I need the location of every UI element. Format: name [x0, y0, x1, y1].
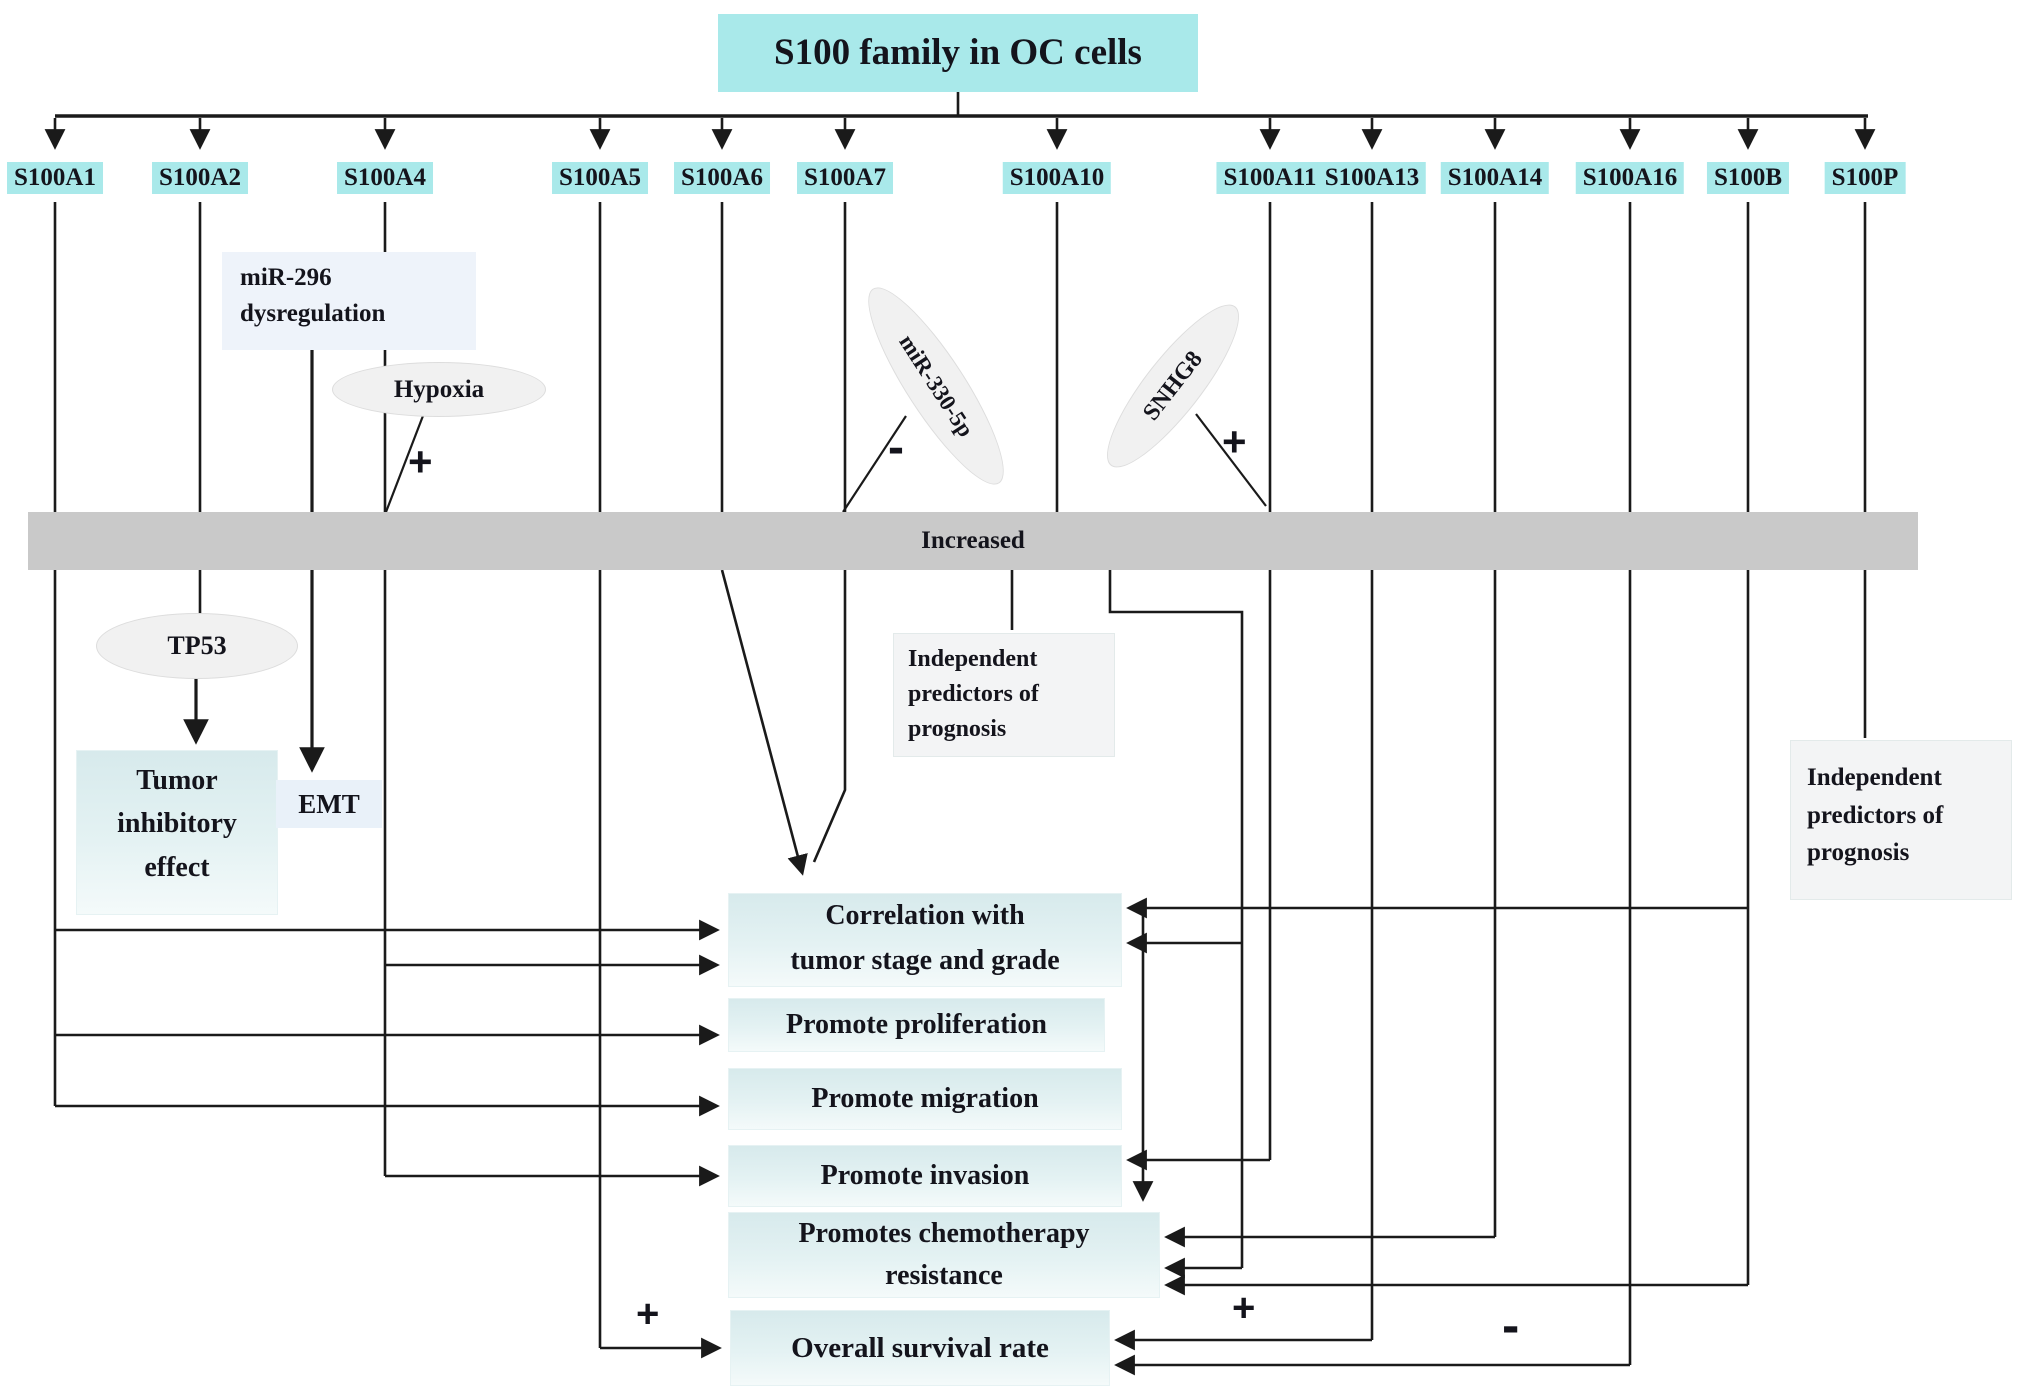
tumor-line2: inhibitory	[117, 808, 237, 840]
indep-mid-line2: predictors of	[908, 680, 1039, 707]
family-label-s100a1: S100A1	[7, 162, 103, 194]
family-label-s100a4: S100A4	[337, 162, 433, 194]
family-label-s100a11: S100A11	[1216, 162, 1323, 194]
family-label-s100p: S100P	[1825, 162, 1906, 194]
promote-migration-box: Promote migration	[728, 1068, 1122, 1130]
mir296-box	[222, 252, 476, 350]
promote-invasion-box: Promote invasion	[728, 1145, 1122, 1207]
hypoxia-ellipse: Hypoxia	[332, 362, 546, 417]
family-label-s100b: S100B	[1707, 162, 1789, 194]
tp53-ellipse: TP53	[96, 613, 298, 679]
family-label-s100a6: S100A6	[674, 162, 770, 194]
hypoxia-plus-sign: +	[408, 438, 433, 485]
family-label-s100a13: S100A13	[1318, 162, 1426, 194]
mir296-line1: miR-296	[240, 264, 332, 291]
independent-predictors-right-box	[1790, 740, 2012, 900]
indep-right-line1: Independent	[1807, 764, 1942, 791]
correlation-line1: Correlation with	[825, 900, 1025, 931]
indep-right-line3: prognosis	[1807, 839, 1910, 866]
tumor-line3: effect	[144, 851, 210, 883]
tumor-inhibitory-box	[76, 750, 278, 915]
chemo-line2: resistance	[885, 1260, 1003, 1291]
family-label-s100a7: S100A7	[797, 162, 893, 194]
family-label-s100a2: S100A2	[152, 162, 248, 194]
tumor-line1: Tumor	[136, 765, 218, 796]
mir296-line2: dysregulation	[240, 300, 386, 328]
snhg8-ellipse: SNHG8	[1089, 289, 1257, 483]
mir330-minus-sign: -	[888, 421, 904, 474]
diagram-title: S100 family in OC cells	[718, 14, 1198, 92]
correlation-box	[728, 893, 1122, 987]
snhg8-plus-sign: +	[1222, 418, 1247, 465]
increased-band: Increased	[28, 512, 1918, 570]
correlation-line2: tumor stage and grade	[790, 944, 1060, 976]
family-label-s100a5: S100A5	[552, 162, 648, 194]
survival-left-plus-sign: +	[636, 1292, 660, 1336]
indep-mid-line3: prognosis	[908, 715, 1007, 742]
chemo-line1: Promotes chemotherapy	[798, 1218, 1090, 1249]
family-label-s100a10: S100A10	[1003, 162, 1111, 194]
independent-predictors-mid-box	[893, 633, 1115, 757]
family-label-s100a16: S100A16	[1576, 162, 1684, 194]
emt-box: EMT	[276, 780, 382, 828]
indep-mid-line1: Independent	[908, 646, 1038, 672]
family-label-s100a14: S100A14	[1441, 162, 1549, 194]
survival-right-minus-sign: -	[1502, 1297, 1520, 1355]
overall-survival-box: Overall survival rate	[730, 1310, 1110, 1386]
chemo-resistance-box	[728, 1212, 1160, 1298]
survival-right-plus-sign: +	[1232, 1286, 1256, 1330]
mir330-ellipse: miR-330-5p	[849, 273, 1024, 499]
indep-right-line2: predictors of	[1807, 801, 1944, 829]
promote-proliferation-box: Promote proliferation	[728, 998, 1105, 1052]
